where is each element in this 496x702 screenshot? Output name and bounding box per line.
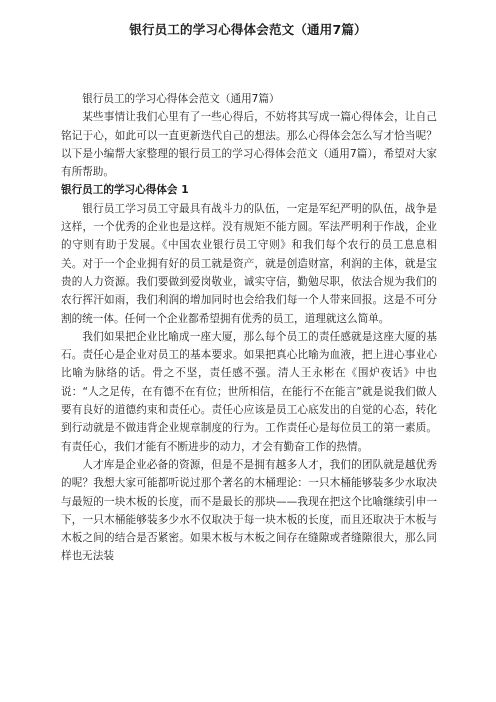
body-paragraph: 我们如果把企业比喻成一座大厦，那么每个员工的责任感就是这座大厦的基石。责任心是企业对员工的基本要求。如果把真心比喻为血液，把上进心事业心比喻为脉络的话。骨之不坚，责任感不强。清人王永彬在《围炉夜话》中也说：“人之足传，在有德不在有位；世所相信，在能行不在能言”就是说我们做人要有良好的道德约束和责任心。责任心应该是员工心底发出的自觉的心态，转化到行动就是不做违背企业规章制度的行为。工作责任心是每位员工的第一素质。有责任心，我们才能有不断进步的动力，才会有勤奋工作的热情。 bbox=[61, 330, 437, 453]
body-paragraph: 银行员工学习员工守最具有战斗力的队伍，一定是军纪严明的队伍，战争是这样，一个优秀的企业也是这样。没有规矩不能方圆。军法严明利于作战，企业的守则有助于发展。《中国农业银行员工守则》和我们每个农行的员工息息相关。对于一个企业拥有好的员工就是资产，就是创造财富，利润的主体，就是宝贵的人力资源。我们要做到爱岗敬业，诚实守信，勤勉尽职，依法合规为我们的农行挥汗如雨，我们利润的增加同时也会给我们每一个人带来回报。这是不可分割的统一体。任何一个企业都希望拥有优秀的员工，道理就这么简单。 bbox=[61, 202, 437, 325]
document-title: 银行员工的学习心得体会范文（通用7篇） bbox=[129, 22, 367, 37]
body-paragraph: 人才库是企业必备的资源，但是不是拥有越多人才，我们的团队就是越优秀的呢？我想大家可能都听说过那个著名的木桶理论：一只木桶能够装多少水取决与最短的一块木板的长度，而不是最长的那块——我现在把这个比喻继续引申一下，一只木桶能够装多少水不仅取决于每一块木板的长度，而且还取决于木板与木板之间的结合是否紧密。如果木板与木板之间存在缝隙或者缝隙很大，那么同样也无法装 bbox=[61, 458, 437, 563]
intro-paragraph: 某些事情让我们心里有了一些心得后，不妨将其写成一篇心得体会，让自己铭记于心，如此可以一直更新迭代自己的想法。那么心得体会怎么写才恰当呢？以下是小编帮大家整理的银行员工的学习心得体会范文（通用7篇），希望对大家有所帮助。 bbox=[61, 111, 437, 179]
document-subtitle: 银行员工的学习心得体会范文（通用7篇） bbox=[82, 93, 280, 105]
document-body bbox=[61, 90, 437, 566]
section-heading: 银行员工的学习心得体会 1 bbox=[61, 184, 189, 197]
